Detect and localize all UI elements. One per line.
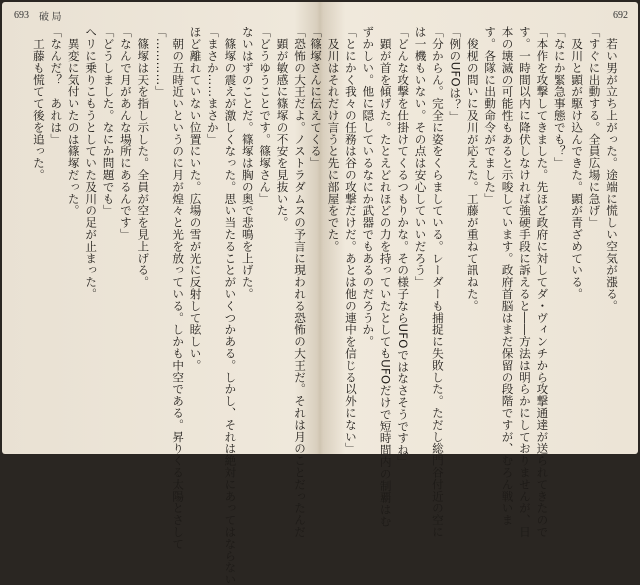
text-line: 俊枧の問いに及川が応えた。工藤が重ねて訊ねた。 (465, 26, 480, 312)
left-page-text (16, 26, 308, 585)
text-line: 「なにか緊急事態でも？」 (552, 26, 567, 169)
text-line: へリに乗りこもうとしていた及川の足が止まった。 (84, 26, 99, 300)
text-line: 「恐怖の大王だよ。ノストラダムスの予言に現われる恐怖の大王だ。それは月のことだったんだ (293, 26, 307, 538)
text-line: 「まさか……まさか」 (205, 26, 220, 145)
text-line: 及川と顕が駆け込んできた。顕が青ざめている。 (570, 26, 585, 300)
right-page-text (309, 26, 620, 538)
text-line: 篠塚は天を指し示した。全員が空を見上げる。 (136, 26, 151, 288)
text-line: 及川はそれだけ言うと先に部屋をでた。 (326, 26, 341, 253)
text-line: ずかしい。他に隠しているなにか武器でもあるのだろうか。 (361, 26, 376, 348)
left-page-header (14, 8, 62, 22)
right-page-number: 692 (613, 9, 628, 21)
text-line: 朝の五時近いというのに月が煌々と光を放っている。しかも中空である。昇りくる太陽とさして (171, 26, 186, 550)
text-line: 「分からん。完全に姿をくらましている。レーダーも捕捉に失敗した。ただし総門谷付近の空に (430, 26, 445, 538)
text-line: 異変に気付いたのは篠塚だった。 (66, 26, 81, 217)
text-line: ほど離れていない位置にいた。広場の雪が光に反射して眩しい。 (188, 26, 203, 372)
book-spread (2, 2, 638, 585)
text-line: 「例のUFOは？」 (448, 26, 463, 123)
text-line: 「なんだ？ あれは」 (49, 26, 64, 145)
chapter-title: 破 局 (39, 11, 62, 23)
left-page (2, 2, 320, 585)
text-line: 「どうしました。なにか問題でも」 (101, 26, 116, 217)
text-line: 「どんな攻撃を仕掛けてくるつもりかな。その様子ならUFOではなさそうですね」 (396, 26, 411, 468)
text-line: 篠塚の震えが激しくなった。思い当たることがいくつかある。しかし、それは絶対にあってはならない (223, 26, 238, 585)
text-line: 「篠塚さんに伝えてくる」 (309, 26, 324, 169)
right-page-header (613, 8, 628, 22)
text-line: は一機もいない。その点は安心していいだろう」 (413, 26, 428, 288)
text-line: 「本作を攻撃してきました。先ほど政府に対してダ・ヴィンチから攻撃通達が送られてきたので (535, 26, 550, 538)
text-line: 本の壊滅の可能性もあると示唆しています。政府首脳はまだ保留の段階ですが、むろん戦いま (500, 26, 515, 526)
text-line: す。一時間以内に降伏しなければ強硬手段に訴えると――方法は明らかにしておりませんが、日 (517, 26, 532, 538)
text-line: 「とにかく我々の任務は谷の攻撃だけだ。あとは他の連中を信じる以外にない」 (343, 26, 358, 455)
text-line: 若い男が立ち上がった。途端に慌しい空気が漲る。 (605, 26, 619, 312)
left-page-number: 693 (14, 9, 29, 21)
text-line: 「どうゆうことです。篠塚さん」 (258, 26, 273, 205)
text-line: 顕が敏感に篠塚の不安を見抜いた。 (275, 26, 290, 229)
right-page (309, 2, 638, 538)
text-line: 「すぐに出動する。全員広場に急げ」 (587, 26, 602, 229)
text-line: す。各隊に出動命令がでました」 (483, 26, 498, 205)
text-line: 「なんで月があんな場所にあるんです」 (118, 26, 133, 241)
text-line: 顕が首を傾げた。たとえどれほどの力を持っていたとしてもUFOだけで短時間内の制覇はむ (378, 26, 393, 528)
text-line: ないはずのことだ。篠塚は胸の奥で悲鳴を上げた。 (240, 26, 255, 300)
text-line: 工藤も慌てて後を追った。 (31, 26, 46, 181)
text-line: 「…………」 (153, 26, 168, 98)
